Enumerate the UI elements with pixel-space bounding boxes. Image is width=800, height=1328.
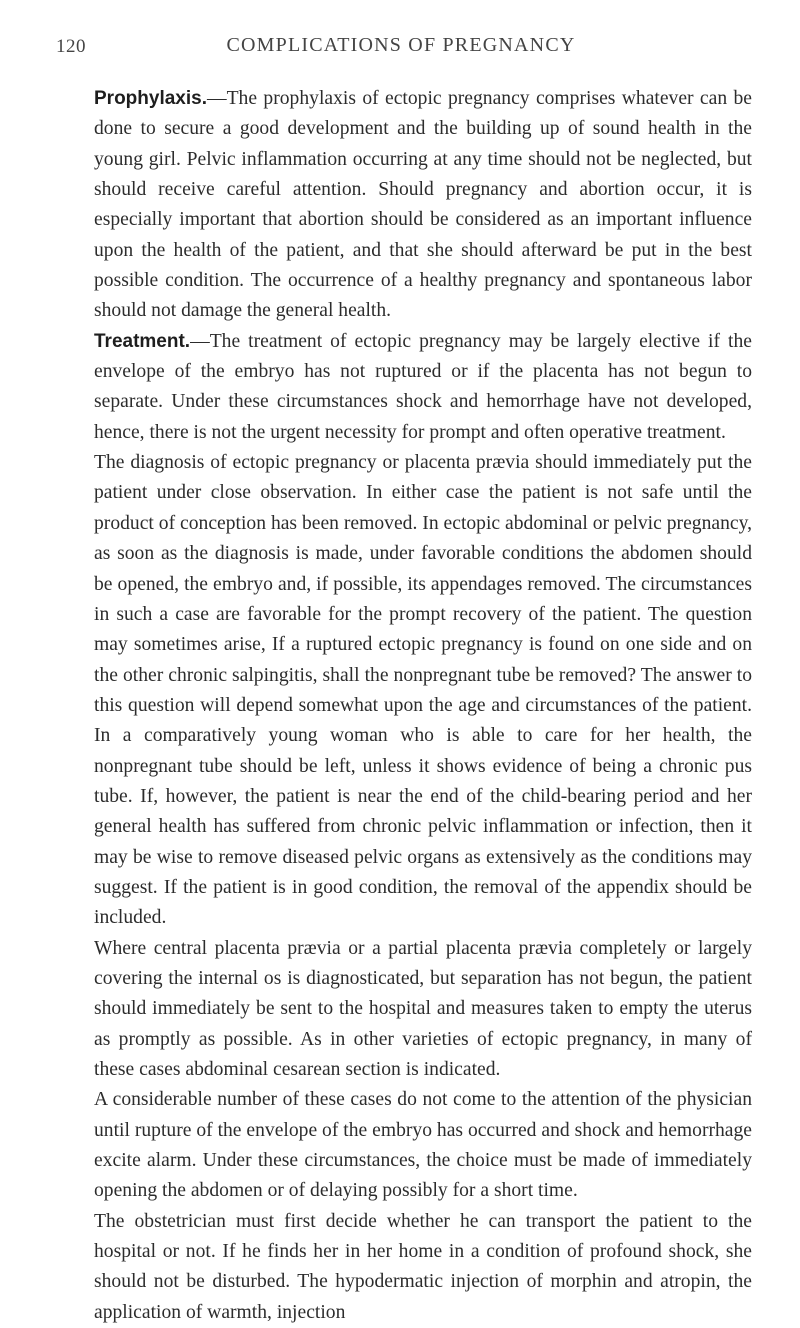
paragraph: The obstetrician must first decide whether he can transport the patient to the hospital or not. If he finds her in her home in a condition of profound shock, she should not be disturbed. The hypodermatic injection of morphin and atropin, the application of warmth, injection bbox=[94, 1210, 752, 1323]
section-heading-prophylaxis: Prophylaxis. bbox=[94, 88, 207, 109]
paragraph-text: —The prophylaxis of ectopic pregnancy comprises whatever can be done to secure a good development and the building up of sound health in the young girl. Pelvic inflammation occurring at any time should not be neglected, but should receive careful attention. Should pregnancy and abortion occur, it is especially important that abortion should be considered as an important influence upon the health of the patient, and that she should afterward be put in the best possible condition. The occurrence of a healthy pregnancy and spontaneous labor should not damage the general health. bbox=[94, 88, 752, 322]
running-title: COMPLICATIONS OF PREGNANCY bbox=[226, 34, 576, 56]
paragraph-text: —The treatment of ectopic pregnancy may be largely elective if the envelope of the embryo has not ruptured or if the placenta has not begun to separate. Under these circumstances shock and hemorrhage have not developed, hence, there is not the urgent necessity for prompt and often operative treatment. bbox=[94, 330, 752, 443]
body-text bbox=[94, 84, 752, 1328]
paragraph: Where central placenta prævia or a partial placenta prævia completely or largely covering the internal os is diagnosticated, but separation has not begun, the patient should immediately be sent to the hospital and measures taken to empty the uterus as promptly as possible. As in other varieties of ectopic pregnancy, in many of these cases abdominal cesarean section is indicated. bbox=[94, 937, 752, 1080]
paragraph: A considerable number of these cases do not come to the attention of the physician until rupture of the envelope of the embryo has occurred and shock and hemorrhage excite alarm. Under these circumstances, the choice must be made of immediately opening the abdomen or of delaying possibly for a short time. bbox=[94, 1089, 752, 1202]
paragraph-prophylaxis bbox=[94, 84, 752, 327]
running-head bbox=[56, 34, 746, 64]
paragraph-treatment bbox=[94, 327, 752, 448]
section-heading-treatment: Treatment. bbox=[94, 330, 191, 352]
paragraph: The diagnosis of ectopic pregnancy or placenta prævia should immediately put the patient under close observation. In either case the patient is not safe until the product of conception has been removed. In ectopic abdominal or pelvic pregnancy, as soon as the diagnosis is made, under favorable conditions the abdomen should be opened, the embryo and, if possible, its appendages removed. The circumstances in such a case are favorable for the prompt recovery of the patient. The question may sometimes arise, If a ruptured ectopic pregnancy is found on one side and on the other chronic salpingitis, shall the nonpregnant tube be removed? The answer to this question will depend somewhat upon the age and circumstances of the patient. In a comparatively young woman who is able to care for her health, the nonpregnant tube should be left, unless it shows evidence of being a chronic pus tube. If, however, the patient is near the end of the child-bearing period and her general health has suffered from chronic pelvic inflammation or infection, then it may be wise to remove diseased pelvic organs as extensively as the conditions may suggest. If the patient is in good condition, the removal of the appendix should be included. bbox=[94, 452, 752, 929]
page-number: 120 bbox=[56, 36, 86, 57]
